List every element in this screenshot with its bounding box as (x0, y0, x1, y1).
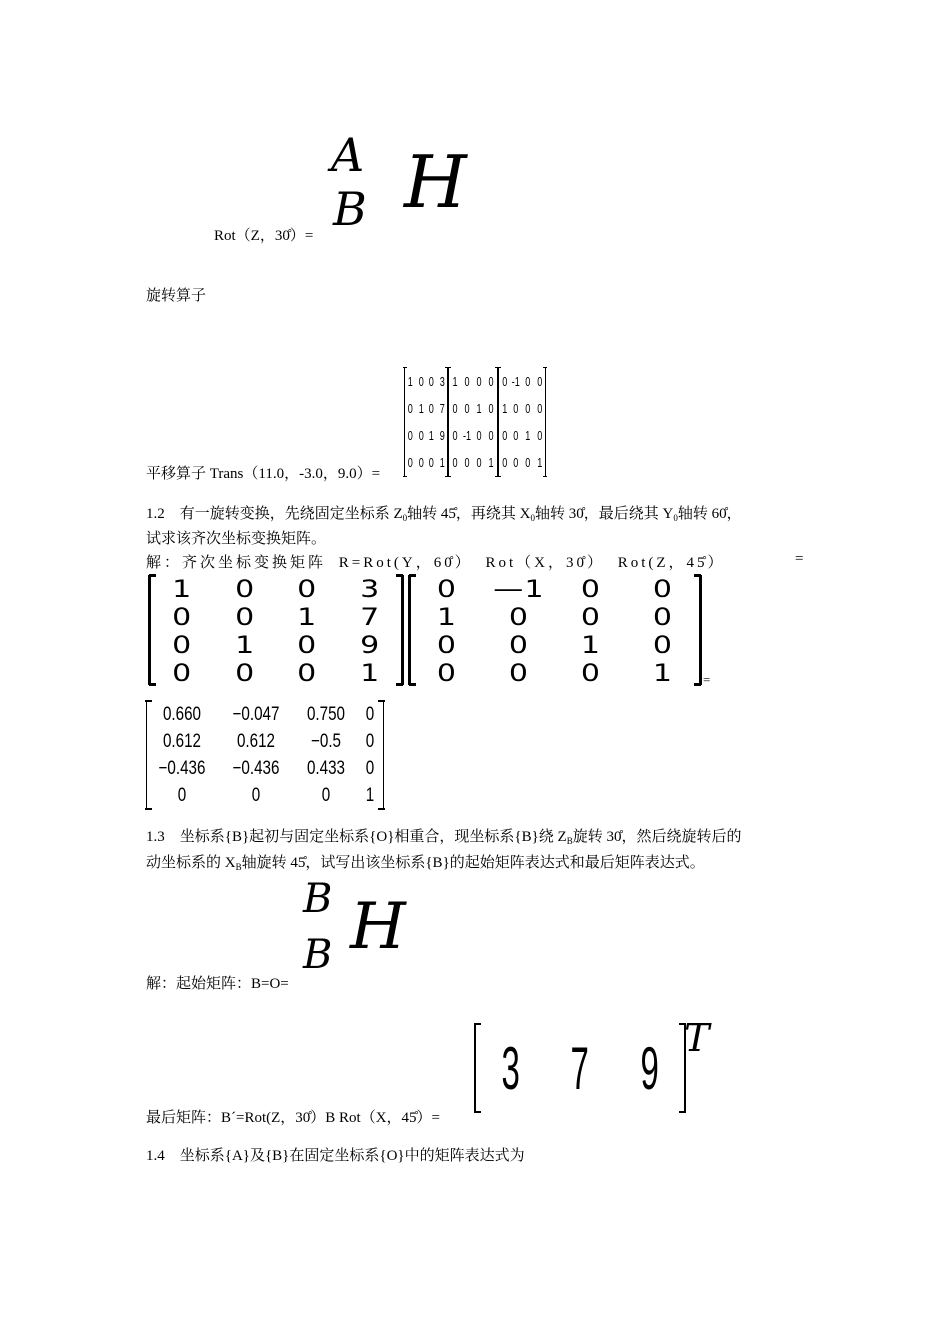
problem-1-2-line1: 1.2 有一旋转变换，先绕固定坐标系 $Z_0$轴转 45̊，再绕其 $X_0$轴转 30̊，最后绕其 $Y_0$轴转 60̊， (146, 506, 742, 523)
matrix-cell: 0.433 (306, 757, 346, 779)
matrix-cell: 0 (488, 428, 494, 443)
matrix-cell: 0 (428, 455, 434, 470)
matrix-cell: 0 (536, 401, 542, 416)
matrix-cell: 0.612 (162, 730, 202, 752)
matrix-cell: 1 (436, 603, 458, 631)
matrix-cell: 0 (476, 374, 482, 389)
matrix-cell: 0 (365, 703, 375, 725)
matrix-cell: −0.047 (232, 703, 280, 725)
matrix-cell: 0 (172, 659, 193, 687)
matrix-cell: 0 (418, 374, 424, 389)
matrix-cell: 0 (407, 401, 413, 416)
problem-1-2-equals: = (795, 551, 804, 567)
problem-1-2-equals-2: = (703, 672, 711, 687)
matrix-cell: −0.5 (310, 730, 341, 752)
matrix-cell: 1 (234, 631, 255, 659)
matrix-cell: 0 (452, 455, 458, 470)
matrix-cell: 0 (652, 603, 674, 631)
matrix-cell: 9 (439, 428, 445, 443)
problem-1-3-line1: 1.3 坐标系{B}起初与固定坐标系{O}相重合，现坐标系{B}绕 $Z_B$旋转 30̊，然后绕旋转后的 (146, 829, 742, 846)
matrix-cell: —1 (493, 575, 545, 603)
matrix-cell: −0.436 (232, 757, 280, 779)
matrix-cell: 1 (439, 455, 445, 470)
matrix-cell: 0.660 (162, 703, 202, 725)
matrix-cell: 0 (580, 575, 602, 603)
vector-cell: 3 (501, 1034, 520, 1102)
matrix-cell: 0 (476, 455, 482, 470)
matrix-cell: 0 (464, 401, 470, 416)
matrix-cell: 0 (502, 428, 508, 443)
final-vector (474, 1024, 686, 1112)
matrix-cell: 0 (321, 784, 331, 806)
matrix-cell: 0 (452, 401, 458, 416)
matrix-cell: 0 (452, 428, 458, 443)
matrix-cell: 0 (536, 374, 542, 389)
transpose-symbol: T (684, 1016, 710, 1060)
matrix-cell: −0.436 (158, 757, 206, 779)
vector-cell: 9 (640, 1034, 659, 1102)
matrix-cell: 0 (580, 659, 602, 687)
matrix-cell: 0 (508, 603, 530, 631)
matrix-cell: 3 (359, 575, 380, 603)
problem-1-2-solution-label: 解：齐次坐标变换矩阵 R=Rot(Y，60̊） Rot（X，30̊） Rot(Z，45̊） (146, 555, 726, 571)
matrix-cell: 1 (359, 659, 380, 687)
matrix-cell: 1 (488, 455, 494, 470)
matrix-cell: -1 (512, 374, 521, 389)
matrix-cell: 1 (652, 659, 674, 687)
matrix-cell: 0 (436, 575, 458, 603)
matrix-cell: 1 (365, 784, 375, 806)
matrix-cell: 0 (297, 631, 318, 659)
matrix-cell: 1 (536, 455, 542, 470)
trans-matrix-1 (404, 368, 448, 476)
matrix-cell: 1 (172, 575, 193, 603)
matrix-cell: 9 (359, 631, 380, 659)
matrix-cell: 7 (439, 401, 445, 416)
matrix-cell: 0 (428, 401, 434, 416)
matrix-cell: 1 (452, 374, 458, 389)
matrix-cell: 0 (464, 455, 470, 470)
matrix-cell: 0 (513, 428, 519, 443)
matrix-cell: 0 (513, 401, 519, 416)
matrix-cell: 0 (234, 603, 255, 631)
rot-z30-label: Rot（Z，30̊）= (214, 228, 314, 244)
matrix-cell: -1 (462, 428, 472, 443)
matrix-cell: 0 (476, 428, 482, 443)
matrix-cell: 0 (436, 631, 458, 659)
start-h-symbol: H (350, 890, 406, 964)
matrix-cell: 7 (359, 603, 380, 631)
matrix-cell: 0 (525, 401, 531, 416)
rot-h-symbol: H (404, 140, 467, 224)
problem-1-2-line2: 试求该齐次坐标变换矩阵。 (146, 531, 327, 547)
big-matrix-1 (148, 575, 404, 685)
rot-sub-b: B (333, 182, 367, 236)
start-sup-b: B (303, 876, 333, 922)
rot-sup-a: A (331, 128, 365, 182)
problem-1-3-line2: 动坐标系的 $X_B$轴旋转 45̊，试写出该坐标系{B}的起始矩阵表达式和最后矩阵表达式。 (146, 855, 705, 872)
matrix-cell: 1 (297, 603, 318, 631)
matrix-cell: 1 (525, 428, 531, 443)
matrix-cell: 0 (513, 455, 519, 470)
matrix-cell: 0 (172, 603, 193, 631)
matrix-cell: 0 (172, 631, 193, 659)
problem-1-4-text: 1.4 坐标系{A}及{B}在固定坐标系{O}中的矩阵表达式为 (146, 1148, 525, 1164)
matrix-cell: 1 (502, 401, 508, 416)
matrix-cell: 1 (428, 428, 434, 443)
matrix-cell: 0 (436, 659, 458, 687)
matrix-cell: 0 (652, 575, 674, 603)
matrix-cell: 1 (476, 401, 482, 416)
translation-label: 平移算子 Trans（11.0，-3.0，9.0）= (146, 466, 381, 482)
final-matrix-label: 最后矩阵：B´=Rot(Z，30̊）B Rot（X，45̊）= (146, 1110, 441, 1126)
matrix-cell: 0 (488, 401, 494, 416)
matrix-cell: 0 (508, 659, 530, 687)
matrix-cell: 0 (407, 428, 413, 443)
matrix-cell: 0 (407, 455, 413, 470)
result-matrix (146, 701, 384, 809)
matrix-cell: 1 (407, 374, 413, 389)
matrix-cell: 0 (652, 631, 674, 659)
matrix-cell: 1 (580, 631, 602, 659)
start-sub-b: B (303, 932, 333, 978)
matrix-cell: 0 (418, 455, 424, 470)
matrix-cell: 3 (439, 374, 445, 389)
matrix-cell: 0.750 (306, 703, 346, 725)
matrix-cell: 0 (580, 603, 602, 631)
matrix-cell: 0 (297, 659, 318, 687)
matrix-cell: 0 (365, 730, 375, 752)
matrix-cell: 0 (177, 784, 187, 806)
matrix-cell: 0.612 (236, 730, 276, 752)
matrix-cell: 0 (488, 374, 494, 389)
matrix-cell: 0 (234, 659, 255, 687)
matrix-cell: 0 (536, 428, 542, 443)
matrix-cell: 0 (502, 374, 508, 389)
matrix-cell: 0 (525, 455, 531, 470)
matrix-cell: 0 (464, 374, 470, 389)
start-matrix-label: 解：起始矩阵：B=O= (146, 976, 289, 992)
matrix-cell: 0 (525, 374, 531, 389)
matrix-cell: 0 (418, 428, 424, 443)
vector-cell: 7 (570, 1034, 590, 1102)
matrix-cell: 1 (418, 401, 424, 416)
matrix-cell: 0 (251, 784, 261, 806)
big-matrix-2 (408, 575, 702, 685)
trans-matrix-3 (498, 368, 546, 476)
matrix-cell: 0 (428, 374, 434, 389)
matrix-cell: 0 (502, 455, 508, 470)
matrix-cell: 0 (297, 575, 318, 603)
trans-matrix-2 (448, 368, 498, 476)
matrix-cell: 0 (508, 631, 530, 659)
rotation-operator-heading: 旋转算子 (146, 288, 207, 304)
matrix-cell: 0 (234, 575, 255, 603)
matrix-cell: 0 (365, 757, 375, 779)
